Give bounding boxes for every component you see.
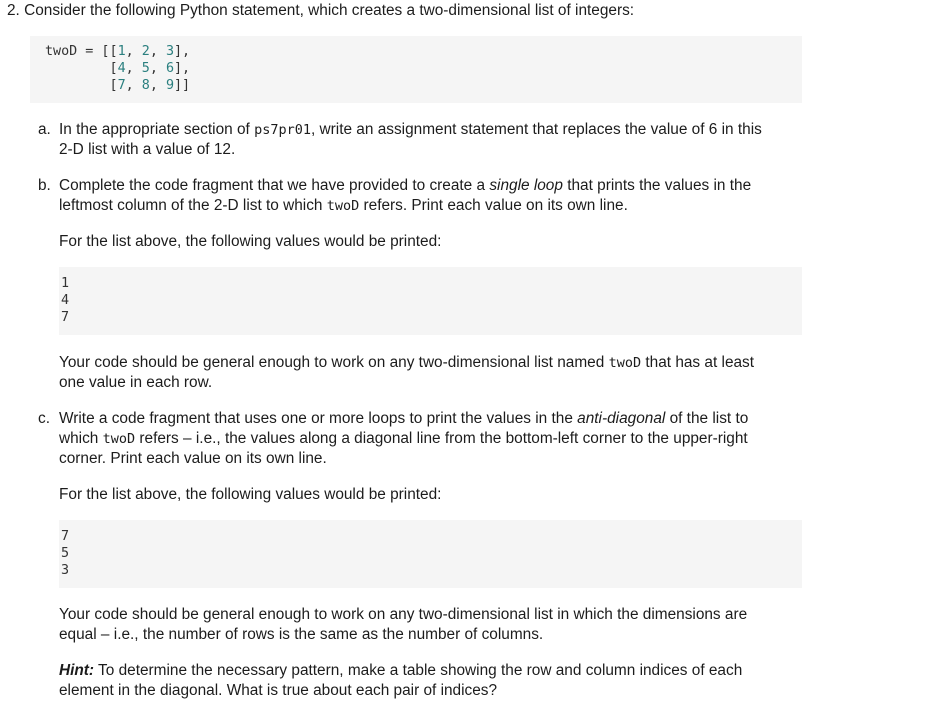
output-c-line: 3 xyxy=(61,563,70,578)
part-c-hint: Hint: To determine the necessary pattern, make a table showing the row and column indices of each element in the diagonal. What is true about each pair of indices? xyxy=(59,662,743,699)
inline-code-twod: twoD xyxy=(326,198,360,214)
part-b-marker: b. xyxy=(38,177,51,194)
output-b-line: 7 xyxy=(61,310,70,325)
part-a-text: In the appropriate section of ps7pr01, write an assignment statement that replaces the value of 6 in this 2-D list with a value of 12. xyxy=(59,121,762,158)
output-c-line: 5 xyxy=(61,546,70,561)
part-b-text: Complete the code fragment that we have provided to create a single loop that prints the values in the leftmost column of the 2-D list to which twoD refers. Print each value on its own line. xyxy=(59,177,752,214)
output-b-line: 4 xyxy=(61,293,70,308)
output-c-line: 7 xyxy=(61,529,70,544)
hint-label: Hint: xyxy=(59,662,95,679)
question-heading xyxy=(7,1,634,21)
part-b-printed-intro: For the list above, the following values would be printed: xyxy=(59,233,442,250)
code-line-3: [7, 8, 9]] xyxy=(45,78,191,93)
output-block-c xyxy=(59,520,802,588)
inline-code-twod: twoD xyxy=(102,431,136,447)
question-intro: Consider the following Python statement, which creates a two-dimensional list of integers: xyxy=(24,2,635,19)
part-c-text: Write a code fragment that uses one or more loops to print the values in the anti-diagonal of the list to which twoD refers – i.e., the values along a diagonal line from the bottom-left corner to the upper-right corner. Print each value on its own line. xyxy=(59,410,749,467)
code-block-twod xyxy=(30,36,802,103)
question-number: 2. xyxy=(7,2,20,19)
output-b-line: 1 xyxy=(61,276,70,291)
part-c-general: Your code should be general enough to work on any two-dimensional list in which the dimensions are equal – i.e., the number of rows is the same as the number of columns. xyxy=(59,606,748,643)
code-line-2: [4, 5, 6], xyxy=(45,61,191,76)
part-a-marker: a. xyxy=(38,121,51,138)
code-line-1: twoD = [[1, 2, 3], xyxy=(45,44,191,59)
part-c-marker: c. xyxy=(38,410,50,427)
part-b-general: Your code should be general enough to work on any two-dimensional list named twoD that has at least one value in each row. xyxy=(59,354,755,391)
inline-code-ps7pr01: ps7pr01 xyxy=(254,122,311,138)
output-block-b xyxy=(59,267,802,335)
part-c-printed-intro: For the list above, the following values would be printed: xyxy=(59,486,442,503)
inline-code-twod: twoD xyxy=(608,355,642,371)
